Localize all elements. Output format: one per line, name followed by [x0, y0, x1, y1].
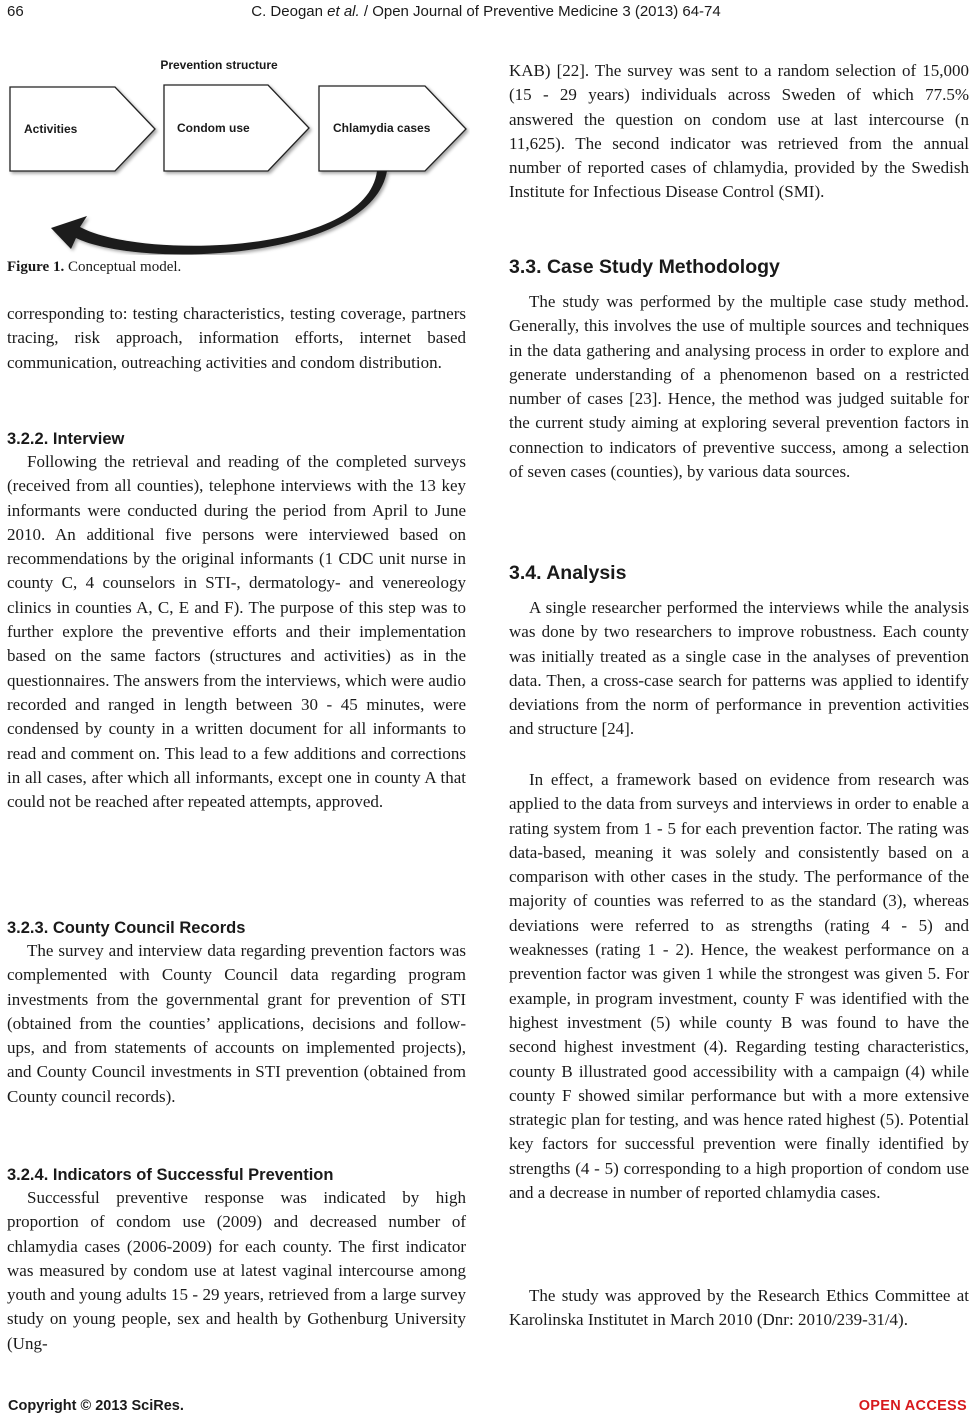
section-3-2-4-paragraph: Successful preventive response was indicated by high proportion of condom use (2009) and decreased number of chlamydia cases (2006-2009) for each county. The first indicator was measured by condom use at latest vaginal intercourse among youth and young adults 15 - 29 years, retrieved from a large survey study on young people, sex and health by Gothenburg University (Ung-: [7, 1188, 466, 1353]
left-continuation-paragraph: corresponding to: testing characteristics, testing coverage, partners tracing, risk approach, information efforts, internet based communication, outreaching activities and condom distribution.: [7, 304, 466, 372]
section-3-2-3-paragraph: The survey and interview data regarding prevention factors was complemented with County Council data regarding program investments from the governmental grant for prevention of STI (obtained from the counties’ applications, decisions and follow-ups, and from statements of accounts on implemented projects), and County Council investments in STI prevention (obtained from County council records).: [7, 941, 466, 1106]
section-3-3: [509, 290, 969, 484]
copyright-footer: Copyright © 2013 SciRes.: [8, 1398, 184, 1414]
section-3-2-4-heading: 3.2.4. Indicators of Successful Prevention: [7, 1166, 334, 1184]
section-3-2-2-paragraph: Following the retrieval and reading of the completed surveys (received from all counties), telephone interviews with the 13 key informants were conducted during the period from April to June 2010. An additional five persons were interviewed based on recommendations by the original informants (1 CDC unit nurse in county C, 4 counselors in STI-, dermatology- and venereology clinics in counties A, C, E and F). The purpose of this step was to further explore the preventive efforts and their implementation based on the same factors (structures and activities) as in the questionnaires. The answers from the interviews, which were audio recorded and ranged in length between 30 - 45 minutes, were condensed by county in a written document for all informants to read and comment on. This lead to a few additions and corrections in all cases, after which all informants, except one in county A that could not be reached after repeated attempts, approved.: [7, 452, 466, 812]
condom-use-label: Condom use: [177, 121, 250, 135]
section-3-4-heading: 3.4. Analysis: [509, 562, 627, 584]
running-header: [0, 3, 972, 20]
section-3-4-paragraph-1: A single researcher performed the interviews while the analysis was done by two researchers to improve robustness. Each county was initially treated as a single case in the analyses of prevention data. Then, a cross-case search for patterns was applied to identify deviations from the norm of performance in prevention activities and structure [24].: [509, 598, 969, 739]
section-3-4: [509, 596, 969, 742]
conceptual-model-figure: [0, 50, 470, 255]
section-3-3-heading: 3.3. Case Study Methodology: [509, 256, 780, 278]
section-3-4-paragraph-2: In effect, a framework based on evidence from research was applied to the data from surveys and interviews in order to enable a rating system from 1 - 5 for each prevention factor. The rating was data-based, meaning it was solely and consistently based on a comparison with other cases in the study. The performance of the majority of counties was referred to as the standard (3), whereas deviations were referred to as strengths (rating 4 - 5) and weaknesses (rating 1 - 2). Hence, the weakest performance on a prevention factor was given 1 while the strongest was given 5. For example, in program investment, county F was identified with the highest investment (5) while county B was found to have the second highest investment (4). Regarding testing characteristics, county B illustrated good accessibility with a campaign (4) while county F showed similar performance but with a more extensive strategic plan for testing, and was hence rated highest (5). Potential key factors for successful prevention were finally identified by strengths (4 - 5) corresponding to a high proportion of condom use and a decrease in number of reported chlamydia cases.: [509, 770, 969, 1203]
activities-label: Activities: [24, 122, 78, 136]
open-access-badge: OPEN ACCESS: [858, 1398, 967, 1414]
section-3-4-b: [509, 768, 969, 1205]
header-authors: C. Deogan: [251, 3, 328, 20]
header-et-al: et al.: [327, 3, 360, 20]
section-3-3-paragraph: The study was performed by the multiple case study method. Generally, this involves the use of multiple sources and techniques in the data gathering and analysing process in order to explore and generate understanding of a phenomenon based on a restricted number of cases [23]. Hence, the method was judged suitable for the current study aiming at exploring several prevention factors in connection to indicators of preventive success, among a selection of seven cases (counties), by various data sources.: [509, 292, 969, 482]
section-3-4-c: [509, 1284, 969, 1333]
figure-caption-label: Figure 1.: [7, 259, 65, 275]
figure-title: Prevention structure: [160, 58, 278, 72]
section-3-2-2: [7, 450, 466, 814]
section-3-2-3-heading: 3.2.3. County Council Records: [7, 919, 246, 937]
section-3-2-2-heading: 3.2.2. Interview: [7, 430, 125, 448]
feedback-arrow: [51, 171, 387, 254]
right-continuation-paragraph: KAB) [22]. The survey was sent to a random selection of 15,000 (15 - 29 years) individuals across Sweden of which 77.5% answered the question on condom use at last intercourse (n 11,625). The second indicator was retrieved from the annual number of reported cases of chlamydia, provided by the Swedish Institute for Infectious Disease Control (SMI).: [509, 61, 969, 202]
page-number: 66: [7, 3, 24, 20]
section-3-2-3: [7, 939, 466, 1109]
figure-caption: [7, 259, 181, 276]
figure-caption-text: Conceptual model.: [64, 259, 182, 275]
section-3-4-paragraph-3: The study was approved by the Research Ethics Committee at Karolinska Institutet in March 2010 (Dnr: 2010/239-31/4).: [509, 1286, 969, 1330]
section-3-2-4: [7, 1186, 466, 1356]
left-column-continuation: [7, 302, 466, 375]
chlamydia-cases-label: Chlamydia cases: [333, 121, 431, 135]
right-column-continuation: [509, 59, 969, 205]
header-journal: / Open Journal of Preventive Medicine 3 (2013) 64-74: [359, 3, 721, 20]
